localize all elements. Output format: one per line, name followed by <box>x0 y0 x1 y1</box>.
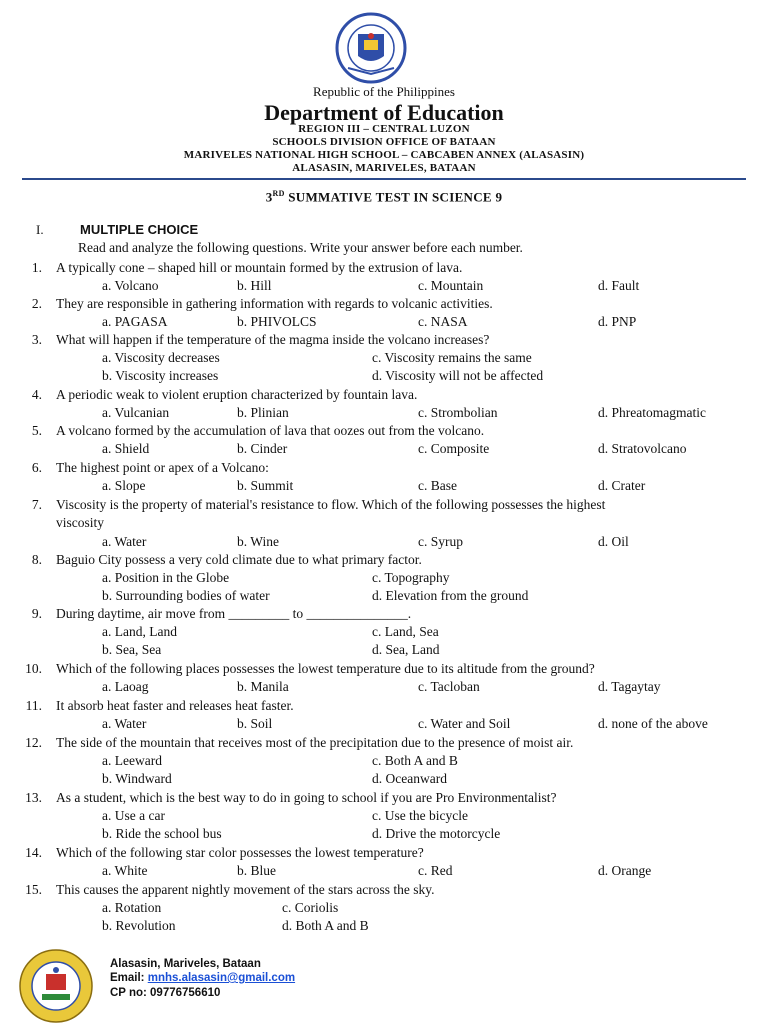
answer-option: d. Sea, Land <box>372 642 440 657</box>
question-number: 15. <box>25 882 42 897</box>
answer-option: a. Water <box>102 534 147 549</box>
answer-option: c. NASA <box>418 314 468 329</box>
answer-option: c. Base <box>418 478 457 493</box>
answer-option: c. Syrup <box>418 534 463 549</box>
answer-option: b. Windward <box>102 771 172 786</box>
answer-option: c. Both A and B <box>372 753 458 768</box>
answer-option: c. Composite <box>418 441 490 456</box>
question-number: 9. <box>31 606 42 621</box>
answer-option: b. Summit <box>237 478 294 493</box>
question-number: 8. <box>31 552 42 567</box>
question-number: 6. <box>31 460 42 475</box>
answer-option: c. Tacloban <box>418 679 480 694</box>
answer-option: a. Viscosity decreases <box>102 350 220 365</box>
answer-option: b. PHIVOLCS <box>237 314 317 329</box>
question-text: Baguio City possess a very cold climate due to what primary factor. <box>56 552 422 567</box>
answer-option: b. Surrounding bodies of water <box>102 588 270 603</box>
school-logo <box>12 948 100 1024</box>
header-divider <box>22 178 746 180</box>
answer-option: d. Oil <box>598 534 629 549</box>
answer-option: a. Vulcanian <box>102 405 170 420</box>
answer-option: d. Oceanward <box>372 771 447 786</box>
answer-option: c. Topography <box>372 570 450 585</box>
republic-line: Republic of the Philippines <box>313 84 455 99</box>
question-number: 13. <box>25 790 42 805</box>
answer-option: d. Both A and B <box>282 918 369 933</box>
answer-option: b. Ride the school bus <box>102 826 222 841</box>
footer-phone: CP no: 09776756610 <box>110 987 221 999</box>
question-text-continued: viscosity <box>56 515 105 530</box>
answer-option: d. Elevation from the ground <box>372 588 529 603</box>
answer-option: d. Tagaytay <box>598 679 661 694</box>
question-number: 2. <box>31 296 42 311</box>
footer-email-link[interactable]: mnhs.alasasin@gmail.com <box>147 972 296 984</box>
answer-option: a. Shield <box>102 441 150 456</box>
question-number: 3. <box>31 332 42 347</box>
question-number: 7. <box>31 497 42 512</box>
footer-address: Alasasin, Mariveles, Bataan <box>110 958 261 970</box>
department-title: Department of Education <box>264 100 504 125</box>
answer-option: b. Plinian <box>237 405 289 420</box>
section-number: I. <box>36 222 44 237</box>
question-number: 4. <box>31 387 42 402</box>
answer-option: a. Water <box>102 716 147 731</box>
question-text: A typically cone – shaped hill or mountain formed by the extrusion of lava. <box>56 260 463 275</box>
answer-option: b. Hill <box>237 278 272 293</box>
answer-option: d. Drive the motorcycle <box>372 826 501 841</box>
answer-option: d. Fault <box>598 278 640 293</box>
question-number: 5. <box>31 423 42 438</box>
answer-option: d. Crater <box>598 478 646 493</box>
question-text: This causes the apparent nightly movement of the stars across the sky. <box>56 882 435 897</box>
question-text: They are responsible in gathering information with regards to volcanic activities. <box>56 296 493 311</box>
answer-option: d. Viscosity will not be affected <box>372 368 544 383</box>
answer-option: d. Phreatomagmatic <box>598 405 706 420</box>
answer-option: c. Use the bicycle <box>372 808 468 823</box>
deped-seal-logo <box>318 12 424 84</box>
question-text: During daytime, air move from _________ to _______________. <box>56 606 412 621</box>
question-text: Viscosity is the property of material's resistance to flow. Which of the following possesses the highest <box>56 497 606 512</box>
answer-option: a. White <box>102 863 148 878</box>
answer-option: a. Land, Land <box>102 624 177 639</box>
answer-option: b. Cinder <box>237 441 288 456</box>
question-text: The side of the mountain that receives most of the precipitation due to the presence of moist air. <box>56 735 574 750</box>
question-text: A periodic weak to violent eruption characterized by fountain lava. <box>56 387 418 402</box>
question-number: 11. <box>25 698 42 713</box>
answer-option: b. Wine <box>237 534 279 549</box>
answer-option: c. Strombolian <box>418 405 498 420</box>
question-number: 14. <box>25 845 42 860</box>
answer-option: a. Position in the Globe <box>102 570 230 585</box>
question-number: 10. <box>25 661 42 676</box>
answer-option: a. Slope <box>102 478 146 493</box>
region-line: REGION III – CENTRAL LUZON <box>298 123 470 135</box>
question-text: It absorb heat faster and releases heat faster. <box>56 698 294 713</box>
test-title: 3RD SUMMATIVE TEST IN SCIENCE 9 <box>265 189 503 205</box>
answer-option: b. Blue <box>237 863 276 878</box>
question-text: As a student, which is the best way to do in going to school if you are Pro Environmentalist? <box>56 790 557 805</box>
answer-option: c. Coriolis <box>282 900 339 915</box>
question-text: A volcano formed by the accumulation of lava that oozes out from the volcano. <box>56 423 485 438</box>
answer-option: c. Red <box>418 863 453 878</box>
answer-option: a. PAGASA <box>102 314 168 329</box>
school-line: MARIVELES NATIONAL HIGH SCHOOL – CABCABEN ANNEX (ALASASIN) <box>183 149 585 161</box>
answer-option: c. Viscosity remains the same <box>372 350 532 365</box>
answer-option: a. Volcano <box>102 278 159 293</box>
answer-option: a. Rotation <box>102 900 162 915</box>
question-text: The highest point or apex of a Volcano: <box>56 460 269 475</box>
address-line: ALASASIN, MARIVELES, BATAAN <box>292 162 476 174</box>
answer-option: b. Soil <box>237 716 273 731</box>
answer-option: a. Leeward <box>102 753 162 768</box>
question-text: Which of the following star color possesses the lowest temperature? <box>56 845 424 860</box>
answer-option: a. Laoag <box>102 679 149 694</box>
instructions: Read and analyze the following questions. Write your answer before each number. <box>78 240 523 255</box>
footer-email-line: Email: mnhs.alasasin@gmail.com <box>110 972 296 984</box>
question-number: 1. <box>31 260 42 275</box>
answer-option: d. Orange <box>598 863 652 878</box>
answer-option: c. Water and Soil <box>418 716 511 731</box>
answer-option: d. none of the above <box>598 716 708 731</box>
answer-option: b. Revolution <box>102 918 176 933</box>
answer-option: d. PNP <box>598 314 637 329</box>
answer-option: c. Land, Sea <box>372 624 439 639</box>
answer-option: d. Stratovolcano <box>598 441 687 456</box>
question-number: 12. <box>25 735 42 750</box>
question-text: Which of the following places possesses the lowest temperature due to its altitude from the ground? <box>56 661 595 676</box>
section-title: MULTIPLE CHOICE <box>80 222 199 237</box>
division-line: SCHOOLS DIVISION OFFICE OF BATAAN <box>272 136 496 148</box>
answer-option: b. Viscosity increases <box>102 368 219 383</box>
question-text: What will happen if the temperature of the magma inside the volcano increases? <box>56 332 490 347</box>
answer-option: a. Use a car <box>102 808 165 823</box>
answer-option: b. Sea, Sea <box>102 642 162 657</box>
answer-option: b. Manila <box>237 679 289 694</box>
answer-option: c. Mountain <box>418 278 484 293</box>
